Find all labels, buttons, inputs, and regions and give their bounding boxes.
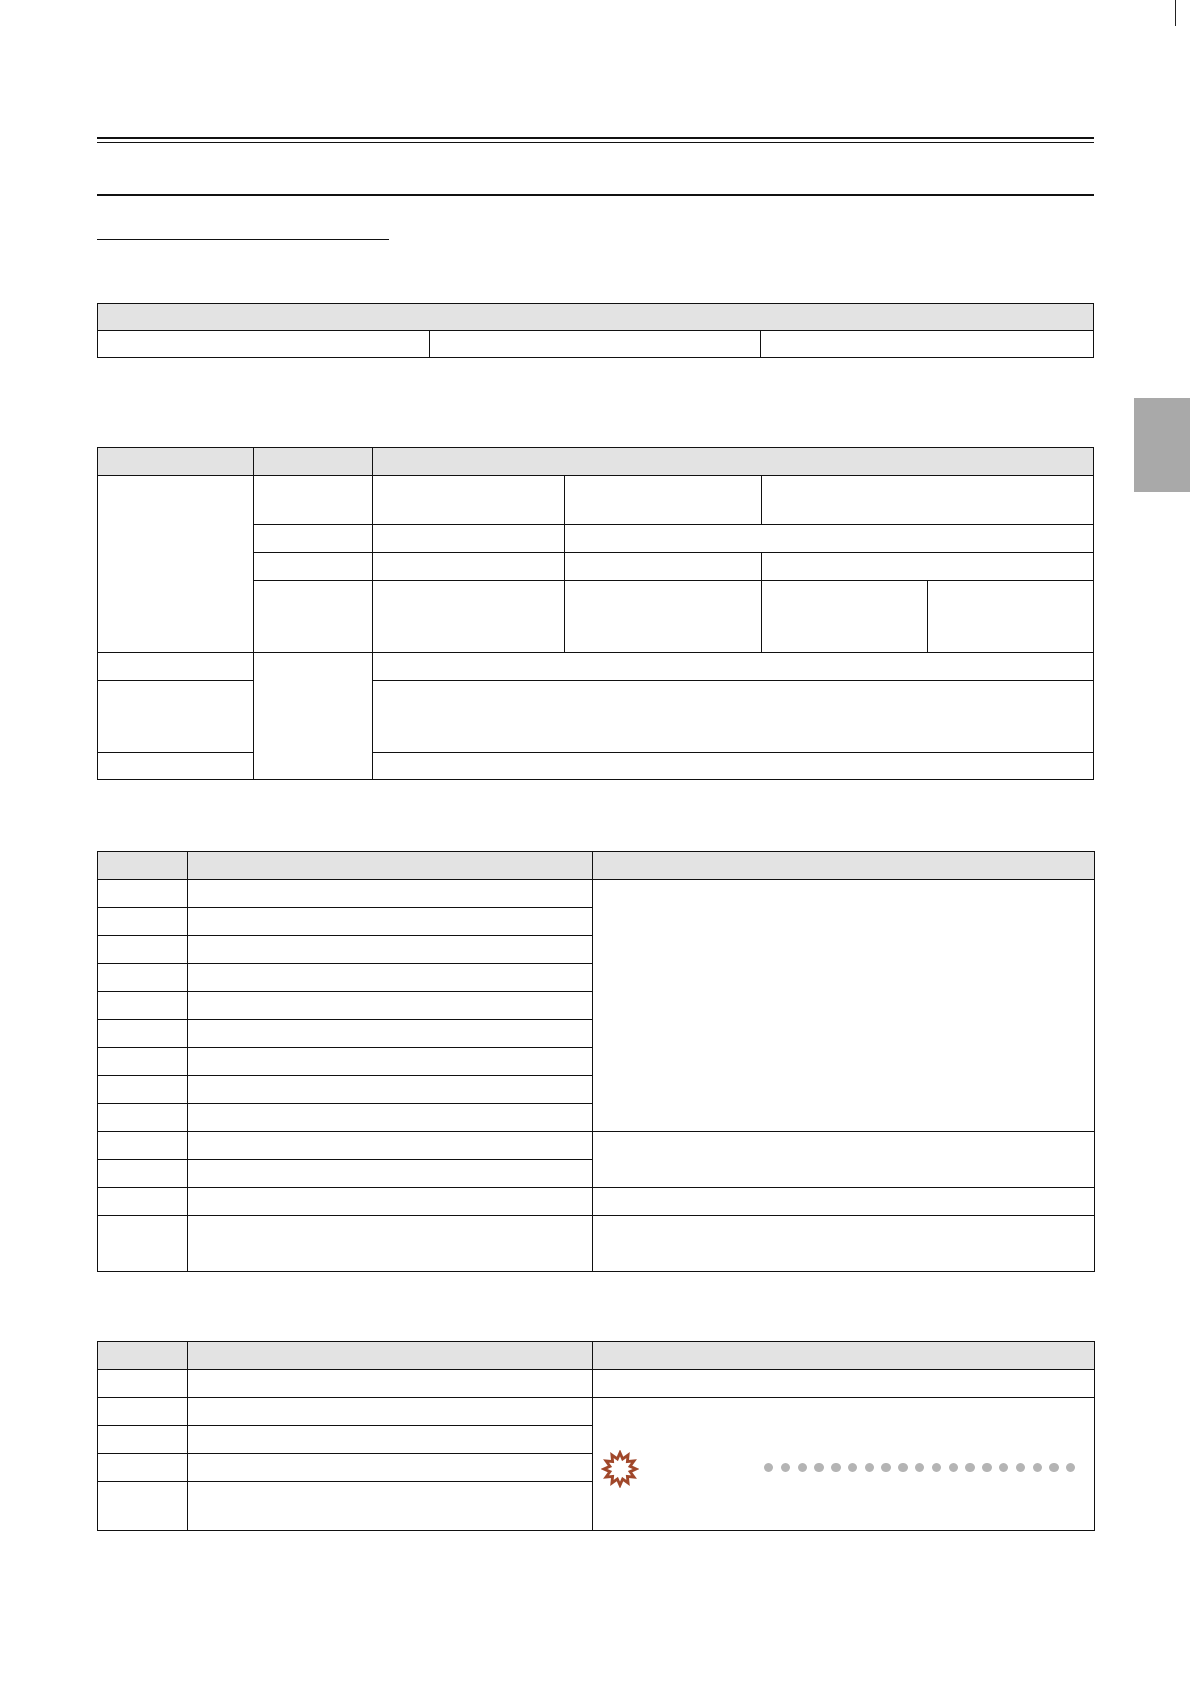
table-cell <box>188 1482 593 1531</box>
table-cell <box>373 753 1094 780</box>
table-cell <box>98 1426 188 1454</box>
table-header-cell <box>98 1342 188 1370</box>
leader-dot <box>781 1463 790 1472</box>
table-cell <box>254 553 373 581</box>
table-cell <box>188 992 593 1020</box>
table-cell <box>188 1188 593 1216</box>
table-header-cell <box>188 852 593 880</box>
leader-dot <box>814 1463 823 1472</box>
table-cell <box>188 1426 593 1454</box>
leader-dot <box>798 1463 807 1472</box>
table-cell <box>98 1454 188 1482</box>
leader-dot <box>932 1463 941 1472</box>
table-cell <box>98 1370 188 1398</box>
table-cell <box>98 681 254 753</box>
table-cell <box>565 553 762 581</box>
spec-table-2 <box>97 447 1094 780</box>
table-cell <box>593 1188 1095 1216</box>
leader-dot <box>982 1463 991 1472</box>
crop-mark <box>1175 0 1176 26</box>
spec-table-4 <box>97 1341 1095 1531</box>
table-cell <box>928 581 1094 653</box>
table-cell <box>254 476 373 525</box>
leader-dot <box>1033 1463 1042 1472</box>
leader-dot <box>898 1463 907 1472</box>
chapter-side-tab <box>1134 398 1190 492</box>
table-cell <box>98 1160 188 1188</box>
spec-table-1 <box>97 303 1094 358</box>
table-cell <box>188 1454 593 1482</box>
table-header-cell <box>593 1342 1095 1370</box>
table-cell <box>373 581 565 653</box>
leader-dot <box>949 1463 958 1472</box>
table-cell <box>593 1216 1095 1272</box>
table-cell <box>373 681 1094 753</box>
table-cell <box>98 331 430 358</box>
leader-dot <box>881 1463 890 1472</box>
table-cell <box>98 1398 188 1426</box>
table-cell <box>98 1482 188 1531</box>
table-cell <box>98 653 254 681</box>
dot-leader <box>764 1463 1075 1475</box>
leader-dot <box>848 1463 857 1472</box>
table-cell <box>593 1370 1095 1398</box>
table-cell <box>762 476 1094 525</box>
table-cell <box>98 1132 188 1160</box>
table-cell <box>373 553 565 581</box>
table-cell <box>98 753 254 780</box>
table-header-cell <box>98 852 188 880</box>
subheading-underline <box>97 239 389 240</box>
leader-dot <box>965 1463 974 1472</box>
table-cell <box>593 880 1095 1132</box>
header-rule-thick <box>97 137 1094 139</box>
table-header-cell <box>593 852 1095 880</box>
table-cell <box>762 581 928 653</box>
table-cell <box>188 1020 593 1048</box>
table-cell <box>188 1104 593 1132</box>
table-cell <box>98 1076 188 1104</box>
table-cell <box>254 525 373 553</box>
table-cell <box>188 964 593 992</box>
leader-dot <box>999 1463 1008 1472</box>
table-header-cell <box>254 448 373 476</box>
table-cell <box>98 964 188 992</box>
table-cell <box>98 908 188 936</box>
table-cell <box>188 1398 593 1426</box>
leader-dot <box>831 1463 840 1472</box>
leader-dot <box>915 1463 924 1472</box>
table-cell <box>98 1020 188 1048</box>
table-cell <box>373 653 1094 681</box>
table-cell <box>565 581 762 653</box>
table-cell <box>429 331 761 358</box>
table-cell <box>188 936 593 964</box>
table-header-cell <box>98 304 1094 331</box>
table-cell <box>188 908 593 936</box>
leader-dot <box>764 1463 773 1472</box>
table-cell <box>98 880 188 908</box>
table-cell <box>188 880 593 908</box>
table-cell <box>188 1370 593 1398</box>
table-cell <box>188 1132 593 1160</box>
leader-dot <box>1066 1463 1075 1472</box>
table-cell <box>188 1048 593 1076</box>
header-rule-thin <box>97 142 1094 143</box>
caution-burst-icon <box>601 1450 639 1488</box>
table-cell <box>565 525 1094 553</box>
table-cell <box>373 525 565 553</box>
table-cell <box>593 1132 1095 1188</box>
table-header-cell <box>98 448 254 476</box>
table-cell <box>98 992 188 1020</box>
table-cell <box>98 1048 188 1076</box>
leader-dot <box>1049 1463 1058 1472</box>
table-cell <box>254 653 373 780</box>
table-cell <box>254 581 373 653</box>
table-header-cell <box>188 1342 593 1370</box>
table-cell <box>761 331 1094 358</box>
table-cell <box>188 1160 593 1188</box>
table-cell <box>188 1076 593 1104</box>
table-cell <box>188 1216 593 1272</box>
table-cell <box>98 936 188 964</box>
header-rule-bottom <box>97 194 1094 196</box>
table-cell <box>98 1216 188 1272</box>
table-cell <box>98 1104 188 1132</box>
table-cell <box>565 476 762 525</box>
leader-dot <box>865 1463 874 1472</box>
table-cell <box>373 476 565 525</box>
table-cell <box>98 1188 188 1216</box>
table-header-cell <box>373 448 1094 476</box>
spec-table-3 <box>97 851 1095 1272</box>
table-cell <box>98 476 254 653</box>
table-cell <box>762 553 1094 581</box>
leader-dot <box>1016 1463 1025 1472</box>
